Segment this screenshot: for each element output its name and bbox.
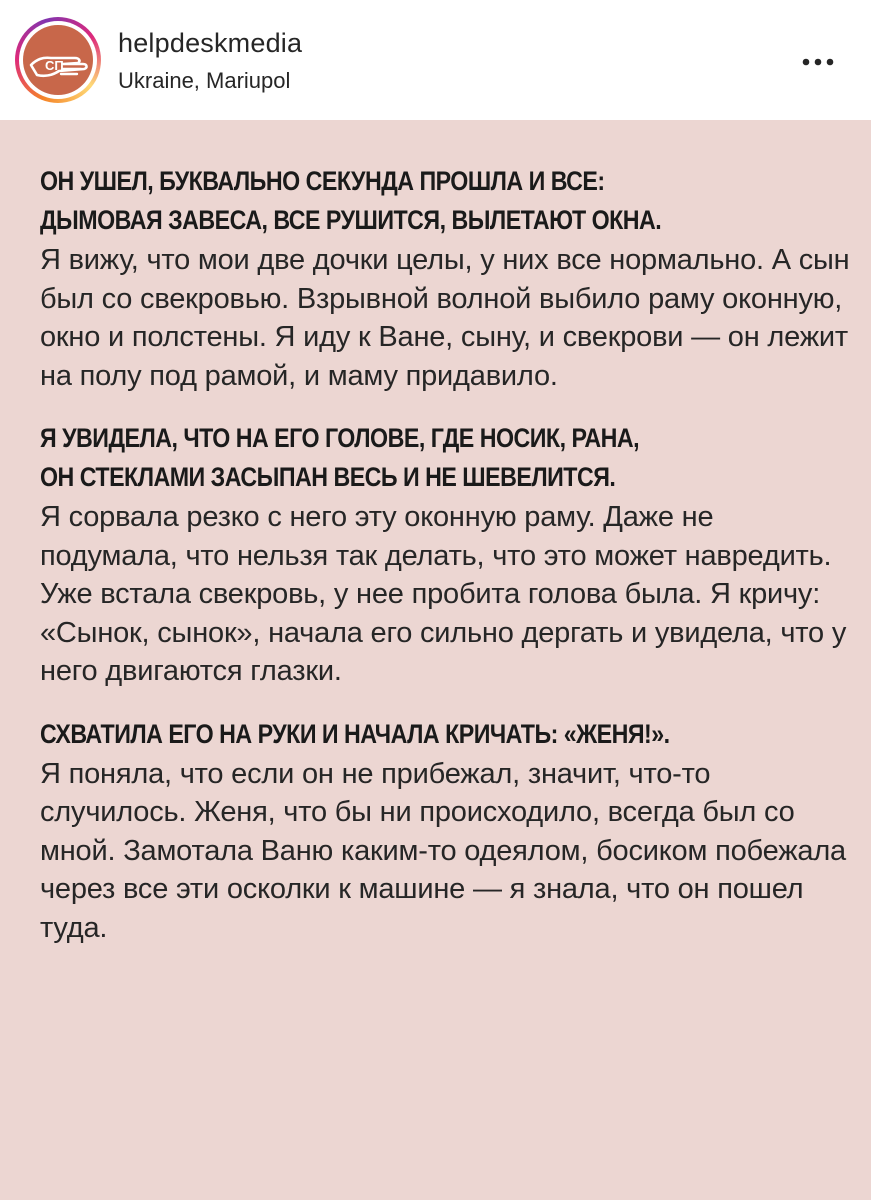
post-text-content xyxy=(40,162,852,971)
block-heading: СХВАТИЛА ЕГО НА РУКИ И НАЧАЛА КРИЧАТЬ: «ЖЕНЯ!». xyxy=(40,718,670,749)
more-options-button[interactable] xyxy=(796,50,840,74)
block-paragraph: Я поняла, что если он не прибежал, значит, что-то случилось. Женя, что бы ни происходило, всегда был со мной. Замотала Ваню каким-то одеялом, босиком побежала через все эти осколки к машине — я знала, что он пошел туда. xyxy=(40,757,846,944)
avatar[interactable] xyxy=(23,25,93,95)
block-paragraph: Я сорвала резко с него эту оконную раму. Даже не подумала, что нельзя так делать, что это может навредить. Уже встала свекровь, у нее пробита голова была. Я кричу: «Сынок, сынок», начала его сильно дергать и увидела, что у него двигаются глазки. xyxy=(40,501,847,687)
hand-logo-icon xyxy=(23,25,93,95)
heading-line: ОН УШЕЛ, БУКВАЛЬНО СЕКУНДА ПРОШЛА И ВСЕ: xyxy=(40,166,605,196)
story-block-2 xyxy=(40,419,852,691)
block-heading xyxy=(40,419,848,497)
account-location[interactable]: Ukraine, Mariupol xyxy=(118,68,291,93)
heading-line: ОН СТЕКЛАМИ ЗАСЫПАН ВЕСЬ И НЕ ШЕВЕЛИТСЯ. xyxy=(40,462,616,492)
heading-line: Я УВИДЕЛА, ЧТО НА ЕГО ГОЛОВЕ, ГДЕ НОСИК, РАНА, xyxy=(40,423,640,453)
more-horizontal-icon xyxy=(796,50,840,74)
block-heading xyxy=(40,162,848,240)
story-ring[interactable] xyxy=(15,17,101,103)
avatar-text: СП xyxy=(45,58,64,73)
avatar-gap xyxy=(19,21,97,99)
story-block-1 xyxy=(40,162,852,395)
story-block-3 xyxy=(40,715,852,948)
block-paragraph: Я вижу, что мои две дочки целы, у них все нормально. А сын был со свекровью. Взрывной волной выбило раму оконную, окно и полстены. Я иду к Ване, сыну, и свекрови — он лежит на полу под рамой, и маму придавило. xyxy=(40,244,850,392)
account-name[interactable]: helpdeskmedia xyxy=(118,28,303,58)
heading-line: ДЫМОВАЯ ЗАВЕСА, ВСЕ РУШИТСЯ, ВЫЛЕТАЮТ ОКНА. xyxy=(40,205,662,235)
post-header xyxy=(0,0,871,120)
post-image[interactable] xyxy=(0,120,871,1200)
